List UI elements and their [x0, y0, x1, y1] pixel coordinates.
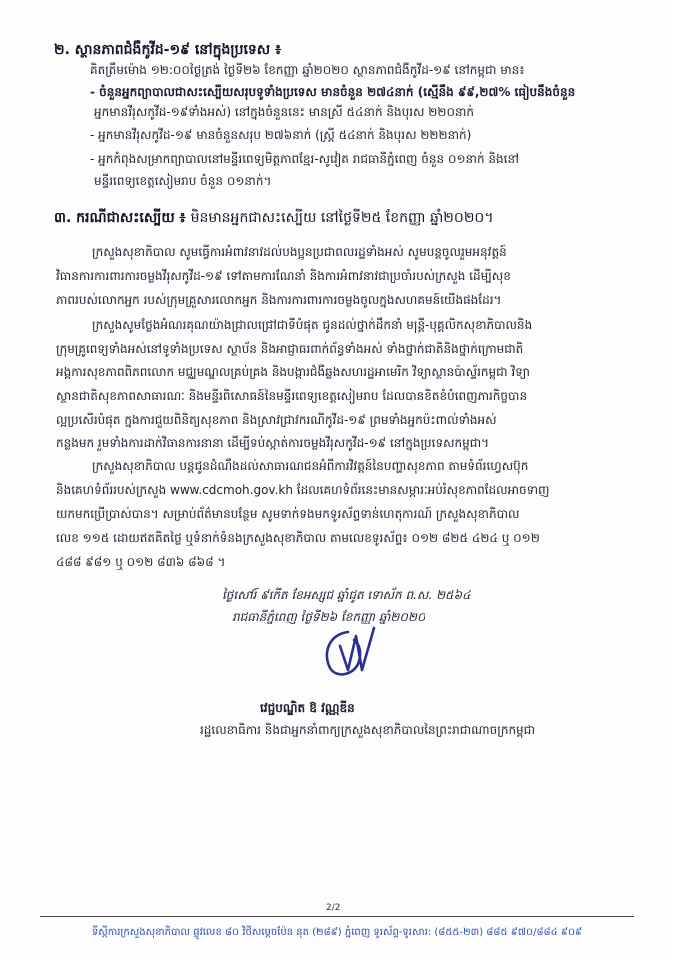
page-number: 2/2: [326, 903, 341, 913]
paragraph3-line2-post: ដែលគេហទំព័រនេះមានសម្ភារៈអប់រំសុខភាពដែលអាចទាញ: [296, 483, 550, 497]
section2-heading: ២. ស្ថានភាពជំងឺកូវីដ-១៩ នៅក្នុងប្រទេស ៖: [54, 42, 282, 58]
section2-bullet3-line1: - អ្នកកំពុងសម្រាកព្យាបាលនៅមន្ទីរពេទ្យមិត្តភាពខ្មែរ-សូវៀត រាជធានីភ្នំពេញ ចំនួន ០១នាក់ និងនៅ: [90, 152, 519, 166]
paragraph3-line3: យកមកប្រើប្រាស់បាន។ សម្រាប់ព័ត៌មានបន្ថែម សូមទាក់ទងមកទូរស័ព្ទទាន់ហេតុការណ៍ ក្រសួងសុខាភិបាល: [56, 507, 520, 521]
paragraph3-line2-pre: និងគេហទំព័ររបស់ក្រសួង: [56, 483, 167, 497]
paragraph2-line: ក្រសួងសូមថ្លែងអំណរគុណយ៉ាងជ្រាលជ្រៅជាទីបំផុត ជូនដល់ថ្នាក់ដឹកនាំ មន្ត្រី-បុគ្គលិកសុខាភិបាលនិង: [92, 318, 533, 332]
dateline-solar: រាជធានីភ្នំពេញ ថ្ងៃទី២៦ ខែកញ្ញា ឆ្នាំ២០២០: [232, 610, 426, 624]
section3-heading-label: ៣. ករណីជាសះស្បើយ ៖: [54, 210, 186, 226]
signature-mark: [318, 626, 378, 682]
paragraph2-line: ស្ថានជាតិសុខភាពសាធារណៈ និងមន្ទីរពិសោធន៍នៃមន្ទីរពេទ្យខេត្តសៀមរាប ដែលបានខិតខំបំពេញភារកិច្ចបាន: [56, 389, 528, 403]
paragraph1-line: វិធានការការពារការចម្លងវីរុសកូវីដ-១៩ ទៅតាមការណែនាំ និងការអំពាវនាវជាប្រចាំរបស់ក្រសួង ដើម្បីសុខ: [56, 269, 511, 283]
signatory-title: រដ្ឋលេខាធិការ និងជាអ្នកនាំពាក្យក្រសួងសុខាភិបាលនៃព្រះរាជាណាចក្រកម្ពុជា: [200, 723, 536, 737]
paragraph2-line: កន្លងមក រួមទាំងការដាក់វិធានការនានា ដើម្បីទប់ស្កាត់ការចម្លងវីរុសកូវីដ-១៩ នៅក្នុងប្រទេសកម្ពុជា។: [56, 436, 490, 450]
dateline-lunar: ថ្ងៃសៅរ៍ ៩កើត ខែអស្សុជ ឆ្នាំជូត ទោស័ក ព.ស. ២៥៦៤: [222, 588, 471, 602]
paragraph1-line: ក្រសួងសុខាភិបាល សូមធ្វើការអំពាវនាវដល់បងប្អូនប្រជាពលរដ្ឋទាំងអស់ សូមបន្តចូលរួមអនុវត្តន៍: [92, 245, 507, 259]
section2-bullet3-line2: មន្ទីរពេទ្យខេត្តសៀមរាប ចំនួន ០១នាក់។: [94, 174, 272, 188]
website-link[interactable]: www.cdcmoh.gov.kh: [170, 483, 293, 497]
section2-bullet1-line1: - ចំនួនអ្នកព្យាបាលជាសះស្បើយសរុបទូទាំងប្រទេស មានចំនួន ២៧៤នាក់ (ស្មើនឹង ៩៩,២៧% ធៀបនឹងចំនួន: [90, 85, 576, 99]
section2-bullet1-line2: អ្នកមានវីរុសកូវីដ-១៩ទាំងអស់) នៅក្នុងចំនួននេះ មានស្រី ៥៤នាក់ និងបុរស ២២០នាក់: [94, 105, 474, 119]
paragraph1-line: ភាពរបស់លោកអ្នក របស់ក្រុមគ្រួសារលោកអ្នក និងការការពារការចម្លងចូលក្នុងសហគមន៍យើងផងដែរ។: [56, 293, 502, 307]
section3-heading: [54, 208, 494, 229]
paragraph3-line4: លេខ ១១៥ ដោយឥតគិតថ្លៃ ឬទំនាក់ទំនងក្រសួងសុខាភិបាល តាមលេខទូរស័ព្ទ៖ ០១២ ៨២៥ ៤២៤ ឬ ០១២: [56, 531, 540, 545]
signatory-name: វេជ្ជបណ្ឌិត ឱ វណ្ណឌីន: [260, 701, 355, 715]
section2-bullet2: - អ្នកមានវីរុសកូវីដ-១៩ មានចំនួនសរុប ២៧៦នាក់ (ស្ត្រី ៥៤នាក់ និងបុរស ២២២នាក់): [90, 128, 472, 142]
paragraph3-line1: ក្រសួងសុខាភិបាល បន្តជូនដំណឹងដល់សាធារណជនអំពីការវិវត្តន៍នៃបញ្ហាសុខភាព តាមទំព័រហ្វេសប៊ុក: [92, 459, 529, 473]
section2-intro: គិតត្រឹមម៉ោង ១២:០០ថ្ងៃត្រង់ ថ្ងៃទី២៦ ខែកញ្ញា ឆ្នាំ២០២០ ស្ថានភាពជំងឺកូវីដ-១៩ នៅកម្ពុជា មាន៖: [90, 63, 525, 77]
paragraph3-line2: [56, 482, 549, 498]
paragraph3-line5: ៤៨៨ ៩៨១ ឬ ០១២ ៨៣៦ ៨៦៨ ។: [56, 555, 226, 569]
section3-heading-tail: មិនមានអ្នកជាសះស្បើយ នៅថ្ងៃទី២៥ ខែកញ្ញា ឆ្នាំ២០២០។: [190, 210, 494, 226]
footer-divider: [40, 916, 634, 917]
paragraph2-line: អង្គការសុខភាពពិភពលោក មជ្ឈមណ្ឌលគ្រប់គ្រង និងបង្ការជំងឺឆ្លងសហរដ្ឋអាមេរិក វិទ្យាស្ថានប៉ាស្ទ័រកម្ពុជា វិទ្យា: [56, 365, 530, 379]
footer-address: ទីស្តីការក្រសួងសុខាភិបាល ផ្លូវលេខ ៨០ វិថីសម្តេចប៉ែន នុត (២៨៩) ភ្នំពេញ ទូរស័ព្ទ-ទូរសារ: (៨៥៥-២៣) ៨៨៥ ៩៧០/៨៨៤ ៩០៩: [91, 927, 583, 938]
paragraph2-line: ក្រុមគ្រូពេទ្យទាំងអស់នៅទូទាំងប្រទេស ស្ថាប័ន និងអាជ្ញាធរពាក់ព័ន្ធទាំងអស់ ទាំងថ្នាក់ជាតិនិងថ្នាក់ក្រោមជាតិ: [56, 342, 524, 356]
paragraph2-line: ល្អប្រសើរបំផុត ក្នុងការជួយពិនិត្យសុខភាព និងស្រាវជ្រាវករណីកូវីដ-១៩ ព្រមទាំងអ្នកប៉ះពាល់ទាំងអស់: [56, 413, 497, 427]
